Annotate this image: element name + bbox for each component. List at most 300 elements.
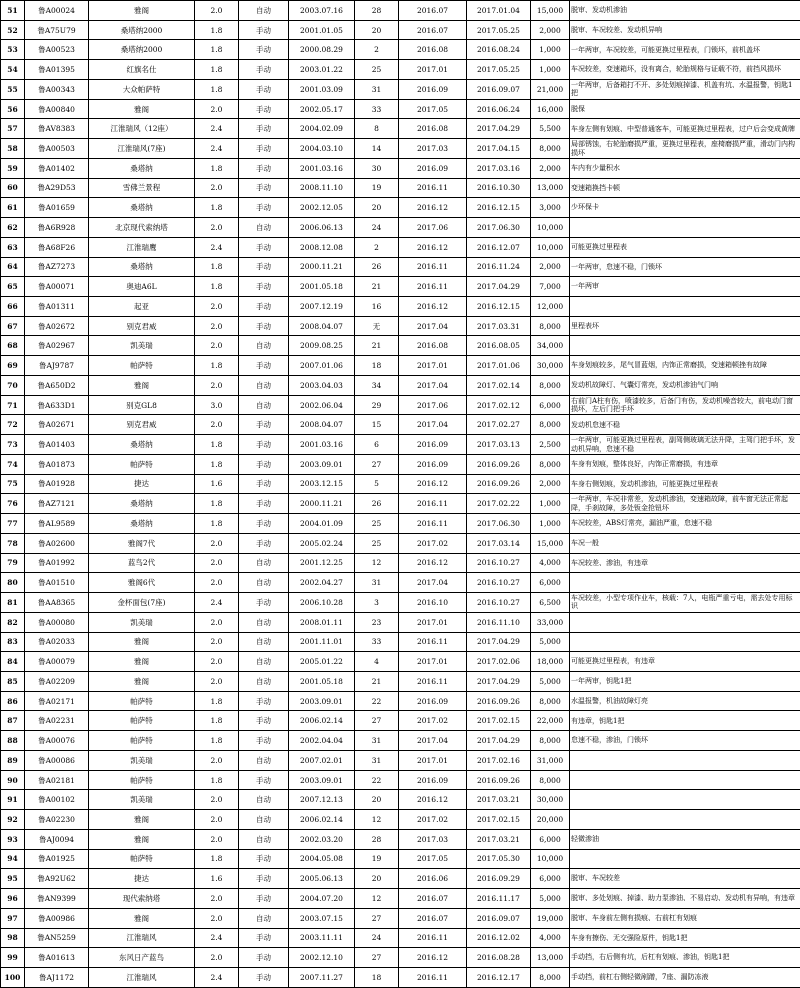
age-value: 23 [355,612,399,632]
transmission: 手动 [239,277,289,297]
plate-number: 鲁A92U62 [25,869,89,889]
remarks [570,750,800,770]
registration-date: 2001.11.01 [289,632,355,652]
inspection-date: 2016.06 [399,869,467,889]
remarks: 可能更换过里程表 [570,237,800,257]
remarks: 里程表坏 [570,316,800,336]
row-index: 76 [1,494,25,514]
vehicle-model: 帕萨特 [89,731,195,751]
insurance-date: 2016.09.26 [467,770,531,790]
vehicle-model: 金杯面包(7座) [89,593,195,613]
registration-date: 2006.06.13 [289,218,355,238]
transmission: 自动 [239,810,289,830]
table-row [1,395,800,415]
table-row [1,514,800,534]
plate-number: 鲁AA8365 [25,593,89,613]
insurance-date: 2017.02.14 [467,375,531,395]
table-row [1,593,800,613]
remarks: 水温报警，机油故障灯亮 [570,691,800,711]
plate-number: 鲁A6R928 [25,218,89,238]
age-value: 19 [355,178,399,198]
transmission: 自动 [239,671,289,691]
displacement: 2.4 [195,139,239,159]
remarks: 脱审、多处划痕、掉漆、助力泵渗油、不易启动、发动机有异响，有违章 [570,889,800,909]
remarks [570,849,800,869]
remarks: 脱审、车况较差 [570,869,800,889]
row-index: 72 [1,415,25,435]
table-row [1,632,800,652]
remarks: 一年两审，车况较差，可能更换过里程表，门锁坏，前机盖坏 [570,40,800,60]
row-index: 56 [1,99,25,119]
displacement: 2.4 [195,967,239,987]
plate-number: 鲁A01873 [25,454,89,474]
registration-date: 2003.09.01 [289,691,355,711]
age-value: 20 [355,198,399,218]
table-row [1,533,800,553]
displacement: 1.8 [195,79,239,99]
remarks: 车身有擦伤、无交强险原件，钥匙1把 [570,928,800,948]
remarks: 脱审、车况较差、发动机异响 [570,20,800,40]
registration-date: 2003.12.15 [289,474,355,494]
inspection-date: 2016.12 [399,237,467,257]
remarks [570,573,800,593]
plate-number: 鲁AN9399 [25,889,89,909]
registration-date: 2008.01.11 [289,612,355,632]
plate-number: 鲁A633D1 [25,395,89,415]
transmission: 自动 [239,336,289,356]
insurance-date: 2017.03.21 [467,790,531,810]
table-row [1,494,800,514]
table-row [1,178,800,198]
displacement: 2.0 [195,573,239,593]
transmission: 手动 [239,79,289,99]
table-row [1,375,800,395]
remarks: 变速箱换挡卡顿 [570,178,800,198]
age-value: 20 [355,20,399,40]
remarks [570,790,800,810]
plate-number: 鲁A01928 [25,474,89,494]
price: 5,000 [531,632,570,652]
inspection-date: 2016.08 [399,119,467,139]
transmission: 手动 [239,454,289,474]
remarks: 一年两审 [570,277,800,297]
vehicle-model: 雅阁 [89,671,195,691]
displacement: 1.8 [195,691,239,711]
displacement: 2.0 [195,632,239,652]
table-row [1,40,800,60]
transmission: 手动 [239,158,289,178]
inspection-date: 2016.07 [399,889,467,909]
plate-number: 鲁AZ7273 [25,257,89,277]
insurance-date: 2016.12.15 [467,297,531,317]
price: 2,000 [531,20,570,40]
price: 15,000 [531,1,570,21]
displacement: 2.4 [195,593,239,613]
vehicle-model: 东风日产蓝鸟 [89,948,195,968]
vehicle-model: 帕萨特 [89,356,195,376]
price: 8,000 [531,139,570,159]
vehicle-model: 帕萨特 [89,711,195,731]
table-row [1,810,800,830]
inspection-date: 2017.02 [399,533,467,553]
registration-date: 2007.02.01 [289,750,355,770]
transmission: 手动 [239,928,289,948]
transmission: 自动 [239,652,289,672]
age-value: 28 [355,1,399,21]
inspection-date: 2016.11 [399,277,467,297]
plate-number: 鲁A01403 [25,435,89,455]
insurance-date: 2017.03.14 [467,533,531,553]
table-row [1,139,800,159]
age-value: 29 [355,395,399,415]
vehicle-model: 桑塔纳 [89,257,195,277]
plate-number: 鲁AJ0094 [25,829,89,849]
insurance-date: 2016.12.02 [467,928,531,948]
remarks: 手动挡，前杠右侧轻微剐蹭，7座、漏防冻液 [570,967,800,987]
registration-date: 2008.11.10 [289,178,355,198]
price: 12,000 [531,297,570,317]
price: 8,000 [531,415,570,435]
age-value: 2 [355,40,399,60]
registration-date: 2003.07.16 [289,1,355,21]
price: 10,000 [531,849,570,869]
vehicle-model: 江淮瑞风 [89,967,195,987]
displacement: 2.0 [195,316,239,336]
transmission: 自动 [239,908,289,928]
insurance-date: 2017.02.15 [467,711,531,731]
displacement: 1.8 [195,20,239,40]
row-index: 58 [1,139,25,159]
plate-number: 鲁AJ9787 [25,356,89,376]
registration-date: 2006.10.28 [289,593,355,613]
table-row [1,967,800,987]
vehicle-model: 帕萨特 [89,454,195,474]
price: 33,000 [531,612,570,632]
price: 5,000 [531,889,570,909]
transmission: 手动 [239,356,289,376]
remarks: 车况一般 [570,533,800,553]
remarks: 一年两审，车况非常差，发动机渗油，变速箱故障，前车窗无法正常起降，手刹故障，多处钣金抢钮坏 [570,494,800,514]
displacement: 1.8 [195,60,239,80]
inspection-date: 2016.09 [399,435,467,455]
price: 18,000 [531,652,570,672]
displacement: 2.0 [195,218,239,238]
table-row [1,277,800,297]
displacement: 3.0 [195,395,239,415]
transmission: 手动 [239,415,289,435]
registration-date: 2001.03.16 [289,435,355,455]
registration-date: 2002.05.17 [289,99,355,119]
vehicle-model: 帕萨特 [89,691,195,711]
table-row [1,889,800,909]
inspection-date: 2016.12 [399,790,467,810]
transmission: 手动 [239,257,289,277]
age-value: 25 [355,60,399,80]
table-row [1,60,800,80]
remarks: 可能更换过里程表，有违章 [570,652,800,672]
table-row [1,770,800,790]
row-index: 73 [1,435,25,455]
insurance-date: 2016.10.27 [467,593,531,613]
displacement: 1.8 [195,158,239,178]
displacement: 2.0 [195,948,239,968]
inspection-date: 2017.01 [399,652,467,672]
transmission: 自动 [239,790,289,810]
inspection-date: 2017.04 [399,731,467,751]
table-row [1,336,800,356]
inspection-date: 2016.07 [399,20,467,40]
transmission: 手动 [239,967,289,987]
price: 13,000 [531,178,570,198]
vehicle-model: 桑塔纳 [89,198,195,218]
registration-date: 2001.03.16 [289,158,355,178]
row-index: 87 [1,711,25,731]
plate-number: 鲁A00076 [25,731,89,751]
table-row [1,237,800,257]
row-index: 53 [1,40,25,60]
remarks: 车况较差，ABS灯常亮，漏油严重，怠速不稳 [570,514,800,534]
vehicle-model: 别克君威 [89,415,195,435]
age-value: 25 [355,514,399,534]
inspection-date: 2017.01 [399,750,467,770]
transmission: 手动 [239,731,289,751]
row-index: 98 [1,928,25,948]
row-index: 81 [1,593,25,613]
transmission: 自动 [239,218,289,238]
plate-number: 鲁AJ1172 [25,967,89,987]
age-value: 24 [355,218,399,238]
registration-date: 2004.02.09 [289,119,355,139]
registration-date: 2003.01.22 [289,60,355,80]
inspection-date: 2016.10 [399,593,467,613]
age-value: 无 [355,316,399,336]
row-index: 82 [1,612,25,632]
inspection-date: 2016.11 [399,514,467,534]
transmission: 手动 [239,139,289,159]
table-row [1,573,800,593]
row-index: 79 [1,553,25,573]
insurance-date: 2016.11.24 [467,257,531,277]
remarks: 右前门A柱有伤，喷漆较多，后备门有伤，发动机噪音较大，前电动门窗损坏，左后门把手坏 [570,395,800,415]
plate-number: 鲁A68F26 [25,237,89,257]
table-row [1,454,800,474]
displacement: 1.8 [195,356,239,376]
insurance-date: 2016.12.17 [467,967,531,987]
price: 19,000 [531,908,570,928]
remarks: 脱审、车身前左侧有损痕、右前杠有划痕 [570,908,800,928]
age-value: 12 [355,553,399,573]
inspection-date: 2016.08 [399,40,467,60]
registration-date: 2003.09.01 [289,454,355,474]
inspection-date: 2017.03 [399,829,467,849]
row-index: 77 [1,514,25,534]
registration-date: 2004.01.09 [289,514,355,534]
insurance-date: 2016.08.24 [467,40,531,60]
remarks [570,632,800,652]
row-index: 64 [1,257,25,277]
transmission: 自动 [239,395,289,415]
age-value: 27 [355,454,399,474]
plate-number: 鲁A02600 [25,533,89,553]
table-row [1,316,800,336]
vehicle-model: 别克君威 [89,316,195,336]
registration-date: 2005.01.22 [289,652,355,672]
table-body [1,1,800,988]
insurance-date: 2016.09.29 [467,869,531,889]
vehicle-model: 捷达 [89,869,195,889]
displacement: 1.8 [195,770,239,790]
insurance-date: 2017.03.16 [467,158,531,178]
insurance-date: 2017.06.30 [467,218,531,238]
age-value: 20 [355,790,399,810]
displacement: 1.8 [195,514,239,534]
row-index: 75 [1,474,25,494]
registration-date: 2008.04.07 [289,316,355,336]
inspection-date: 2017.01 [399,356,467,376]
remarks: 发动机故障灯、气囊灯常亮，发动机渗油气门响 [570,375,800,395]
registration-date: 2001.12.25 [289,553,355,573]
age-value: 26 [355,494,399,514]
displacement: 1.8 [195,494,239,514]
price: 30,000 [531,356,570,376]
insurance-date: 2017.02.22 [467,494,531,514]
vehicle-model: 凯美瑞 [89,790,195,810]
price: 6,500 [531,593,570,613]
inspection-date: 2016.12 [399,948,467,968]
insurance-date: 2017.02.06 [467,652,531,672]
row-index: 96 [1,889,25,909]
plate-number: 鲁A02181 [25,770,89,790]
price: 13,000 [531,948,570,968]
insurance-date: 2017.05.25 [467,20,531,40]
age-value: 22 [355,691,399,711]
remarks: 怠速不稳，渗油，门锁坏 [570,731,800,751]
displacement: 2.0 [195,612,239,632]
registration-date: 2003.11.11 [289,928,355,948]
plate-number: 鲁A01311 [25,297,89,317]
remarks: 车况较差，小型专项作业车，核载：7人，电瓶严重亏电，需去处专用标识 [570,593,800,613]
plate-number: 鲁A01510 [25,573,89,593]
price: 31,000 [531,750,570,770]
displacement: 1.8 [195,849,239,869]
insurance-date: 2016.09.26 [467,454,531,474]
inspection-date: 2016.12 [399,474,467,494]
transmission: 自动 [239,612,289,632]
inspection-date: 2017.01 [399,60,467,80]
insurance-date: 2016.12.07 [467,237,531,257]
remarks: 手动挡，右后侧有坑，后杠有划痕、渗油，钥匙1把 [570,948,800,968]
vehicle-model: 桑塔纳 [89,494,195,514]
age-value: 31 [355,79,399,99]
remarks: 有违章，钥匙1把 [570,711,800,731]
row-index: 51 [1,1,25,21]
registration-date: 2009.08.25 [289,336,355,356]
age-value: 14 [355,139,399,159]
row-index: 99 [1,948,25,968]
remarks: 发动机怠速不稳 [570,415,800,435]
transmission: 自动 [239,1,289,21]
table-row [1,612,800,632]
registration-date: 2001.05.18 [289,671,355,691]
transmission: 手动 [239,237,289,257]
age-value: 28 [355,829,399,849]
displacement: 2.0 [195,829,239,849]
registration-date: 2003.04.03 [289,375,355,395]
inspection-date: 2016.09 [399,691,467,711]
insurance-date: 2016.11.10 [467,612,531,632]
plate-number: 鲁A00986 [25,908,89,928]
vehicle-model: 桑塔纳 [89,158,195,178]
row-index: 70 [1,375,25,395]
price: 16,000 [531,99,570,119]
price: 6,000 [531,573,570,593]
row-index: 83 [1,632,25,652]
insurance-date: 2017.04.29 [467,119,531,139]
insurance-date: 2016.08.05 [467,336,531,356]
insurance-date: 2017.02.15 [467,810,531,830]
registration-date: 2007.01.06 [289,356,355,376]
inspection-date: 2016.11 [399,257,467,277]
insurance-date: 2016.09.07 [467,908,531,928]
table-row [1,908,800,928]
transmission: 手动 [239,869,289,889]
plate-number: 鲁A01659 [25,198,89,218]
insurance-date: 2017.02.12 [467,395,531,415]
inspection-date: 2016.09 [399,770,467,790]
table-row [1,198,800,218]
registration-date: 2006.02.14 [289,711,355,731]
displacement: 2.0 [195,178,239,198]
displacement: 2.0 [195,652,239,672]
transmission: 手动 [239,770,289,790]
age-value: 3 [355,593,399,613]
price: 8,000 [531,731,570,751]
remarks: 车身划痕较多，尾气冒蓝烟，内饰正常磨损，变速箱顿挫有故障 [570,356,800,376]
price: 4,000 [531,553,570,573]
table-row [1,790,800,810]
price: 3,000 [531,198,570,218]
remarks: 一年两审，可能更换过里程表，副驾侧玻璃无法升降，主驾门把手坏，发动机异响，怠速不稳 [570,435,800,455]
transmission: 自动 [239,829,289,849]
age-value: 27 [355,948,399,968]
row-index: 97 [1,908,25,928]
plate-number: 鲁A00080 [25,612,89,632]
displacement: 2.0 [195,336,239,356]
row-index: 92 [1,810,25,830]
inspection-date: 2017.05 [399,99,467,119]
table-row [1,257,800,277]
vehicle-model: 北京现代索纳塔 [89,218,195,238]
age-value: 15 [355,415,399,435]
vehicle-model: 大众帕萨特 [89,79,195,99]
vehicle-model: 帕萨特 [89,770,195,790]
plate-number: 鲁A00840 [25,99,89,119]
price: 1,000 [531,60,570,80]
registration-date: 2002.04.27 [289,573,355,593]
row-index: 89 [1,750,25,770]
price: 8,000 [531,967,570,987]
table-row [1,849,800,869]
vehicle-model: 凯美瑞 [89,612,195,632]
row-index: 54 [1,60,25,80]
remarks: 一年两审，钥匙1把 [570,671,800,691]
vehicle-model: 别克GL8 [89,395,195,415]
age-value: 33 [355,632,399,652]
transmission: 手动 [239,435,289,455]
registration-date: 2005.06.13 [289,869,355,889]
price: 34,000 [531,336,570,356]
table-row [1,829,800,849]
